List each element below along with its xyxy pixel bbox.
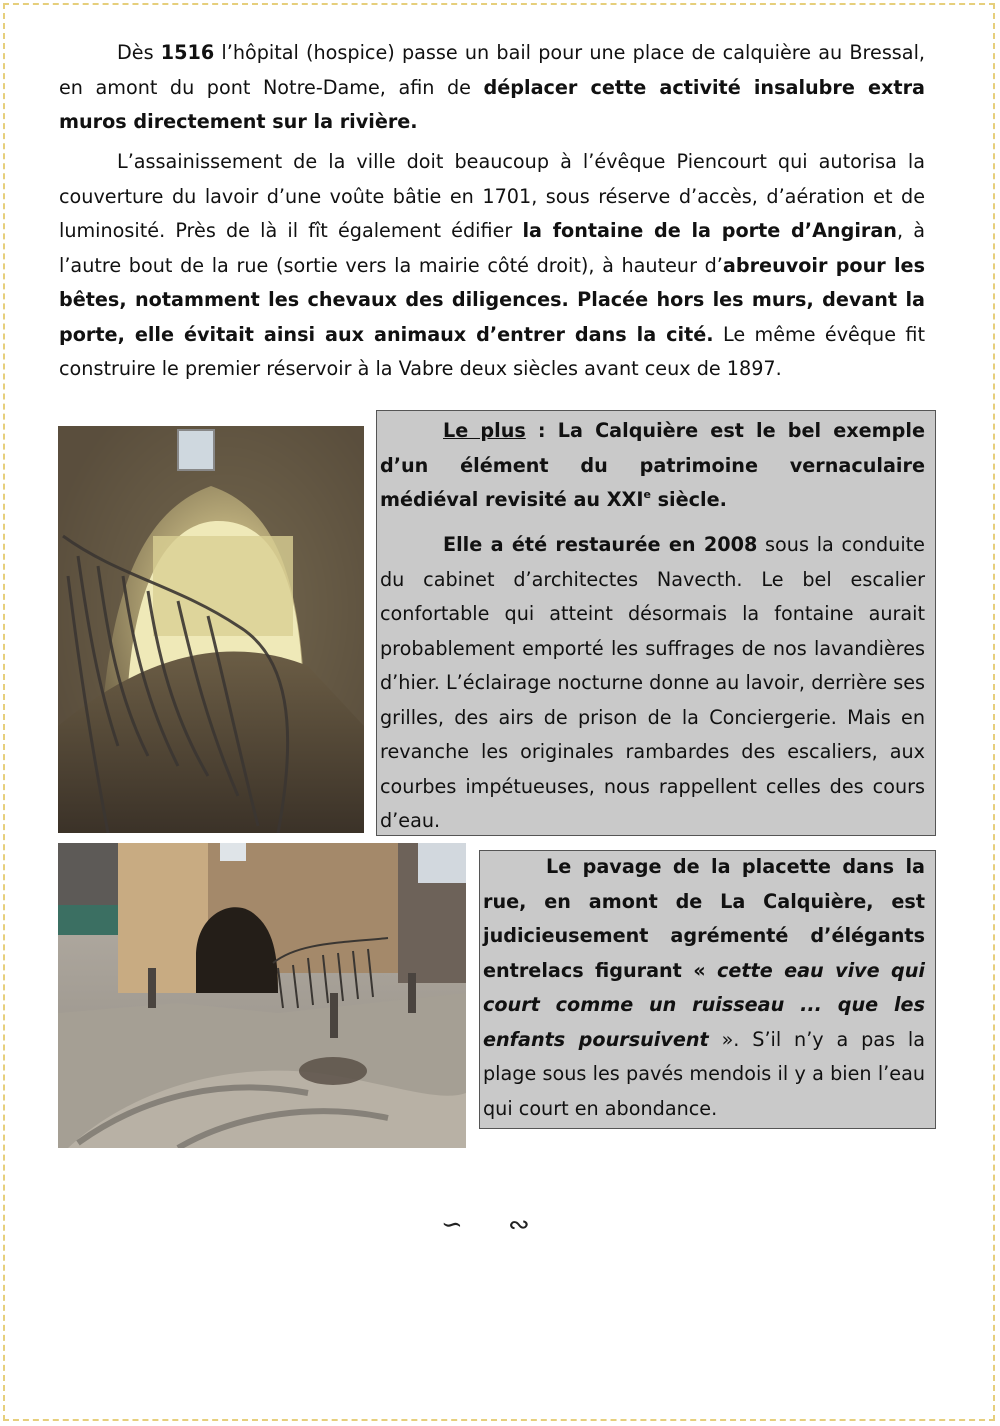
note-restoration: Elle a été restaurée en 2008 sous la conduite du cabinet d’architectes Navecth. Le bel escalier confortable qui atteint désormais la fontaine aurait probablement emporté les suffrages de nos lavandières d’hier. L’éclairage nocturne donne au lavoir, derrière ses grilles, des airs de prison de la Conciergerie. Mais en revanche les originales rambardes des escaliers, aux courbes impétueuses, nous rappellent celles des cours d’eau. bbox=[380, 533, 925, 832]
note-lead: Le plus : La Calquière est le bel exemple d’un élément du patrimoine vernaculaire médiéval revisité au XXIe siècle. bbox=[380, 419, 925, 511]
lavoir-staircase-photo bbox=[58, 426, 364, 833]
note-pavage-text: Le pavage de la placette dans la rue, en amont de La Calquière, est judicieusement agrémenté d’élégants entrelacs figurant « cette eau vive qui court comme un ruisseau ... que les enfants poursuivent ». S’il n’y a pas la plage sous les pavés mendois il y a bien l’eau qui court en abondance. bbox=[483, 855, 926, 1120]
paragraph-2: L’assainissement de la ville doit beaucoup à l’évêque Piencourt qui autorisa la couverture du lavoir d’une voûte bâtie en 1701, sous réserve d’accès, d’aération et de luminosité. Près de là il fît également édifier la fontaine de la porte d’Angiran, à l’autre bout de la rue (sortie vers la mairie côté droit), à hauteur d’abreuvoir pour les bêtes, notamment les chevaux des diligences. Placée hors les murs, devant la porte, elle évitait ainsi aux animaux d’entrer dans la cité. Le même évêque fit construire le premier réservoir à la Vabre deux siècles avant ceux de 1897. bbox=[59, 150, 925, 380]
note-heading: Le plus bbox=[443, 419, 526, 442]
right-flourish-icon: ∾ bbox=[508, 1210, 530, 1240]
left-flourish-icon: ∽ bbox=[441, 1210, 463, 1240]
paved-street-photo bbox=[58, 843, 466, 1148]
paragraph-1: Dès 1516 l’hôpital (hospice) passe un bail pour une place de calquière au Bressal, en amont du pont Notre-Dame, afin de déplacer cette activité insalubre extra muros directement sur la rivière. bbox=[59, 41, 925, 133]
